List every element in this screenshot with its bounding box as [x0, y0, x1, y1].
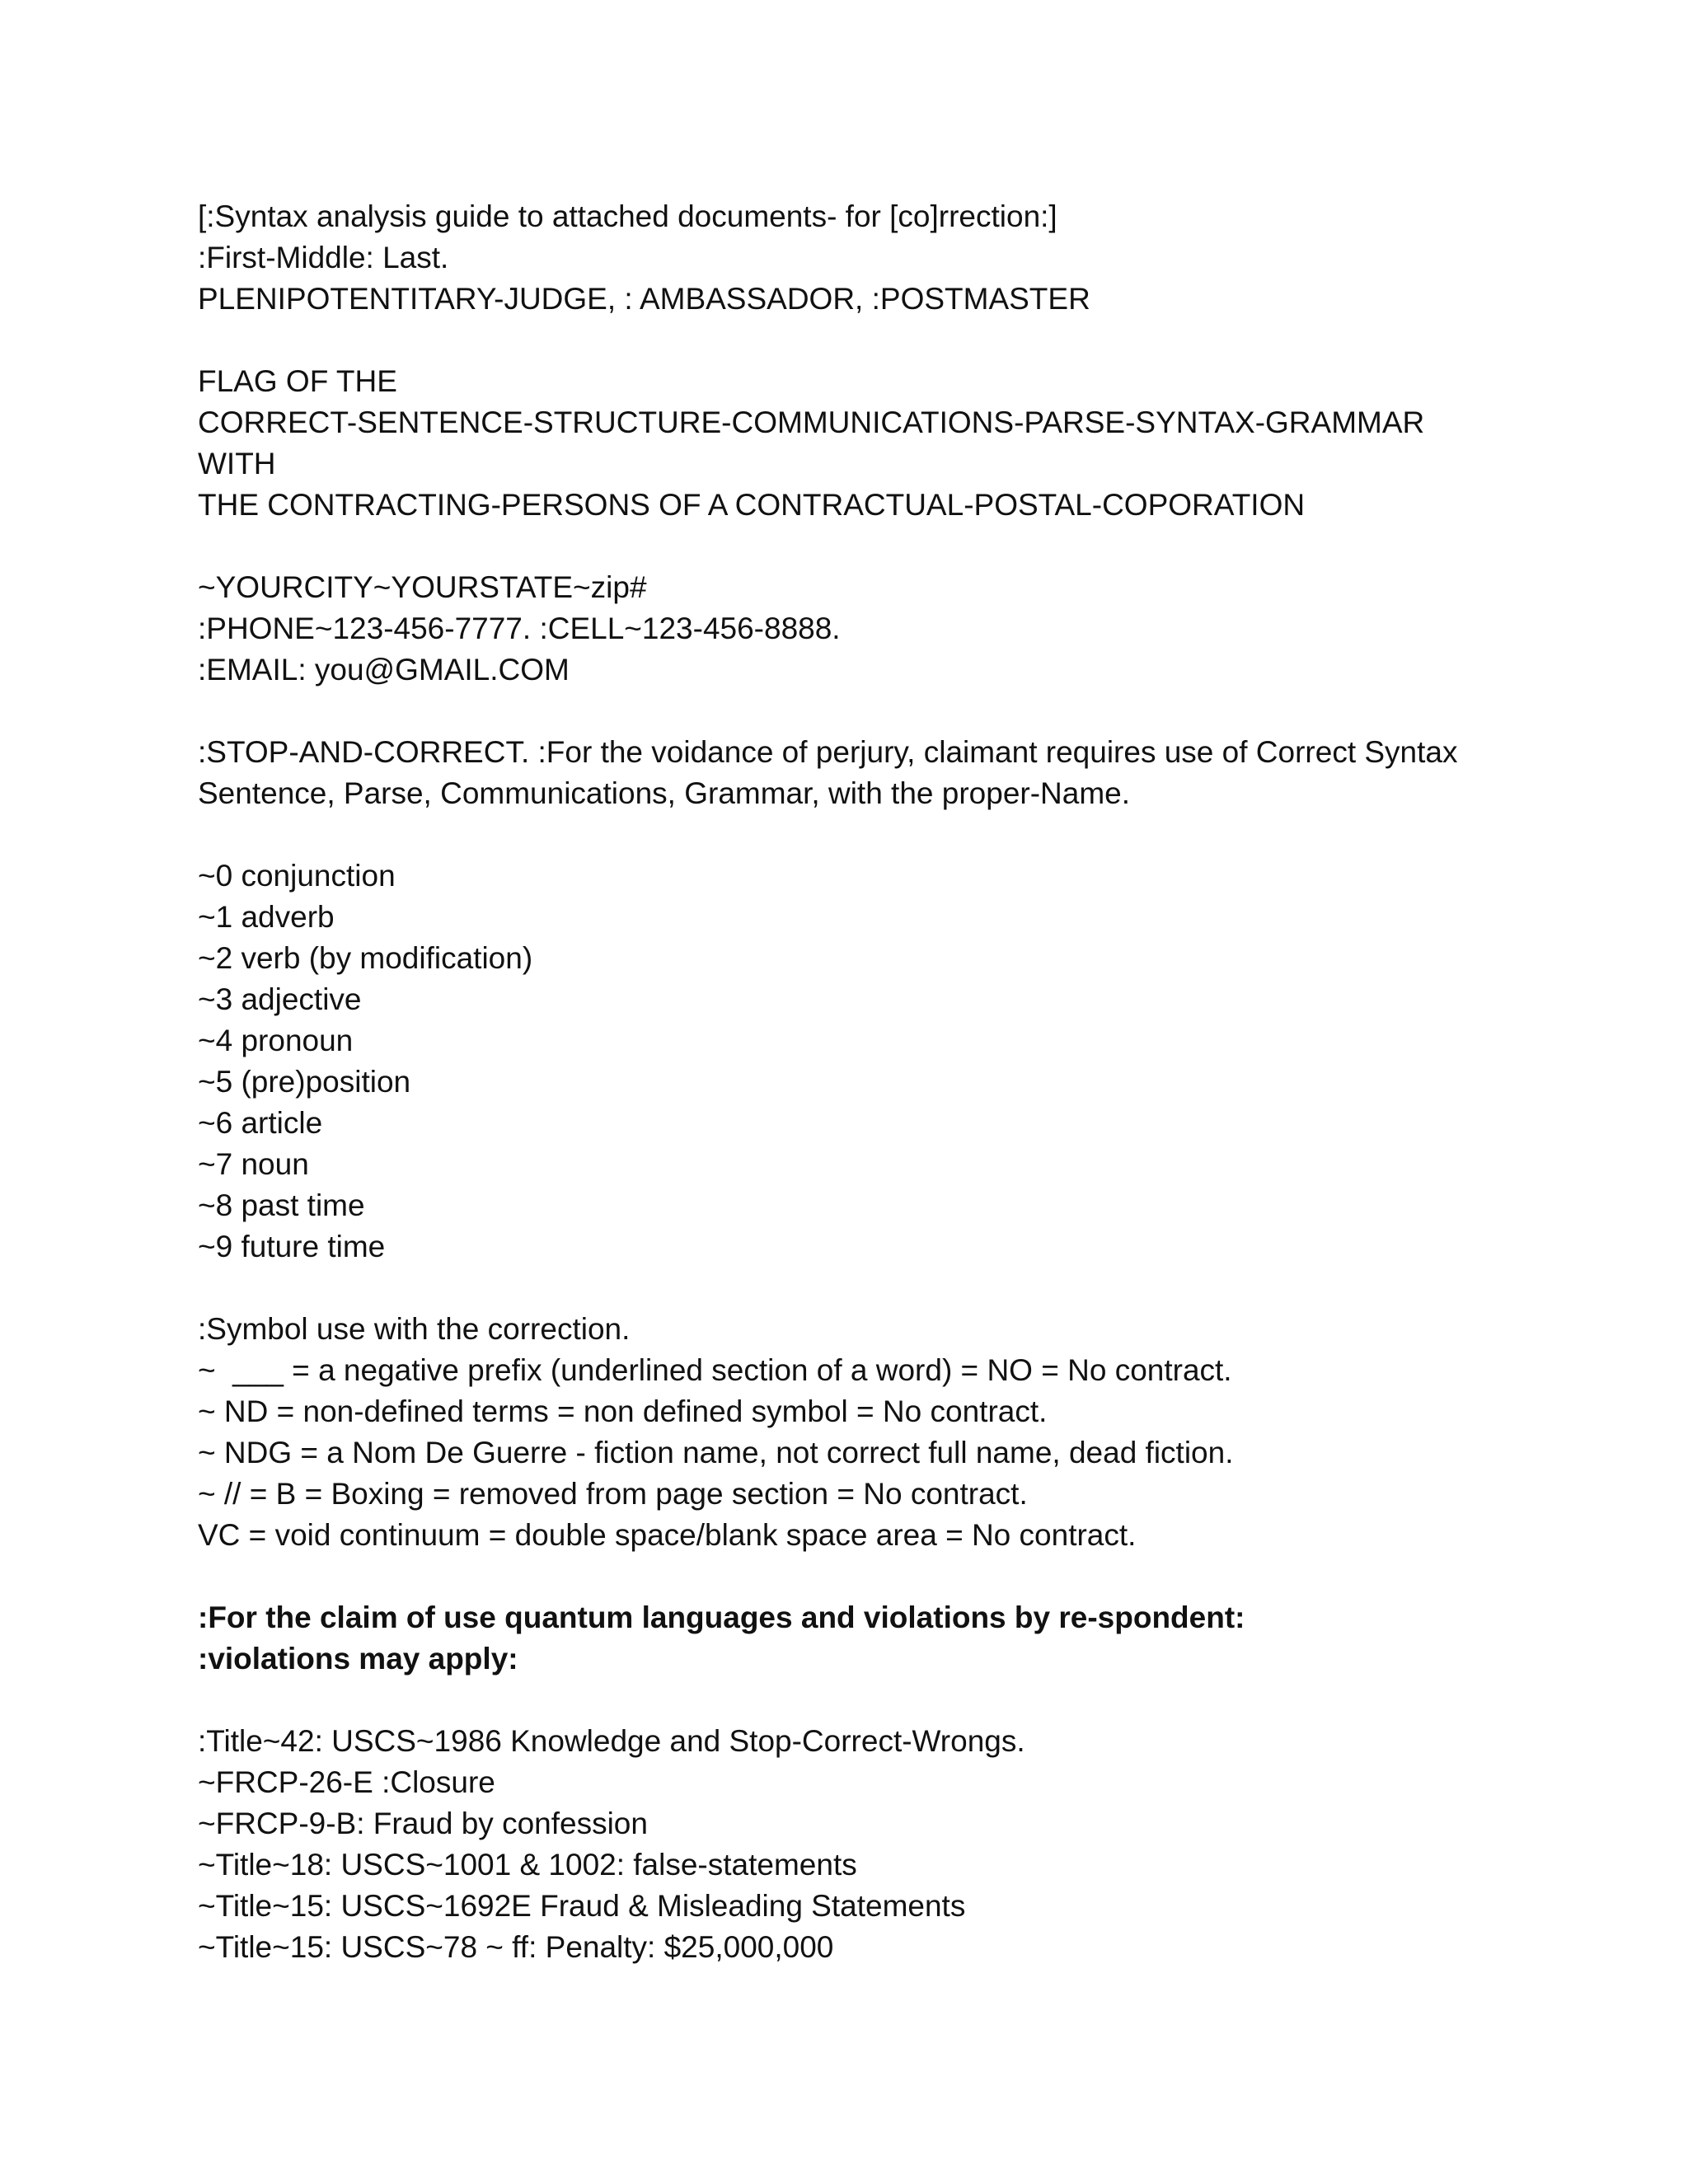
spacer — [198, 320, 1517, 361]
symbol-item-2: ~ NDG = a Nom De Guerre - fiction name, not correct full name, dead fiction. — [198, 1436, 1234, 1469]
document-body — [198, 196, 1517, 1968]
pos-item-2: ~2 verb (by modification) — [198, 941, 533, 975]
violation-item-4: ~Title~15: USCS~1692E Fraud & Misleading Statements — [198, 1889, 966, 1923]
address-line: ~YOURCITY~YOURSTATE~zip# — [198, 570, 647, 604]
pos-item-9: ~9 future time — [198, 1230, 386, 1263]
violation-item-1: ~FRCP-26-E :Closure — [198, 1765, 495, 1799]
pos-item-4: ~4 pronoun — [198, 1024, 354, 1057]
spacer — [198, 526, 1517, 567]
pos-item-5: ~5 (pre)position — [198, 1065, 411, 1099]
flag-line-1: FLAG OF THE — [198, 364, 397, 398]
email-line: :EMAIL: you@GMAIL.COM — [198, 653, 570, 687]
symbol-item-0: ~ ___ = a negative prefix (underlined section of a word) = NO = No contract. — [198, 1353, 1232, 1387]
symbols-heading: :Symbol use with the correction. — [198, 1312, 631, 1346]
phone-line: :PHONE~123-456-7777. :CELL~123-456-8888. — [198, 612, 841, 645]
flag-line-2: CORRECT-SENTENCE-STRUCTURE-COMMUNICATIONS-PARSE-SYNTAX-GRAMMAR — [198, 405, 1425, 439]
pos-item-8: ~8 past time — [198, 1188, 365, 1222]
claim-heading-2: :violations may apply: — [198, 1642, 518, 1675]
symbol-item-4: VC = void continuum = double space/blank space area = No contract. — [198, 1518, 1137, 1552]
flag-line-4: THE CONTRACTING-PERSONS OF A CONTRACTUAL-POSTAL-COPORATION — [198, 488, 1306, 522]
violation-item-0: :Title~42: USCS~1986 Knowledge and Stop-Correct-Wrongs. — [198, 1724, 1025, 1758]
pos-item-1: ~1 adverb — [198, 900, 335, 934]
flag-line-3: WITH — [198, 447, 276, 480]
name-line: :First-Middle: Last. — [198, 241, 449, 274]
pos-item-3: ~3 adjective — [198, 982, 362, 1016]
spacer — [198, 814, 1517, 855]
pos-item-7: ~7 noun — [198, 1147, 309, 1181]
pos-item-0: ~0 conjunction — [198, 859, 396, 893]
spacer — [198, 1268, 1517, 1309]
violation-item-2: ~FRCP-9-B: Fraud by confession — [198, 1807, 648, 1840]
symbol-item-1: ~ ND = non-defined terms = non defined symbol = No contract. — [198, 1394, 1048, 1428]
titles-line: PLENIPOTENTITARY-JUDGE, : AMBASSADOR, :POSTMASTER — [198, 282, 1090, 316]
spacer — [198, 691, 1517, 732]
violation-item-5: ~Title~15: USCS~78 ~ ff: Penalty: $25,000,000 — [198, 1930, 834, 1964]
pos-item-6: ~6 article — [198, 1106, 323, 1140]
violation-item-3: ~Title~18: USCS~1001 & 1002: false-statements — [198, 1848, 857, 1882]
guide-title: [:Syntax analysis guide to attached documents- for [co]rrection:] — [198, 199, 1057, 233]
spacer — [198, 1556, 1517, 1597]
stop-line-1: :STOP-AND-CORRECT. :For the voidance of perjury, claimant requires use of Correct Syntax — [198, 735, 1458, 769]
symbol-item-3: ~ // = B = Boxing = removed from page section = No contract. — [198, 1477, 1028, 1511]
spacer — [198, 1680, 1517, 1721]
stop-line-2: Sentence, Parse, Communications, Grammar, with the proper-Name. — [198, 776, 1131, 810]
claim-heading-1: :For the claim of use quantum languages and violations by re-spondent: — [198, 1601, 1245, 1634]
